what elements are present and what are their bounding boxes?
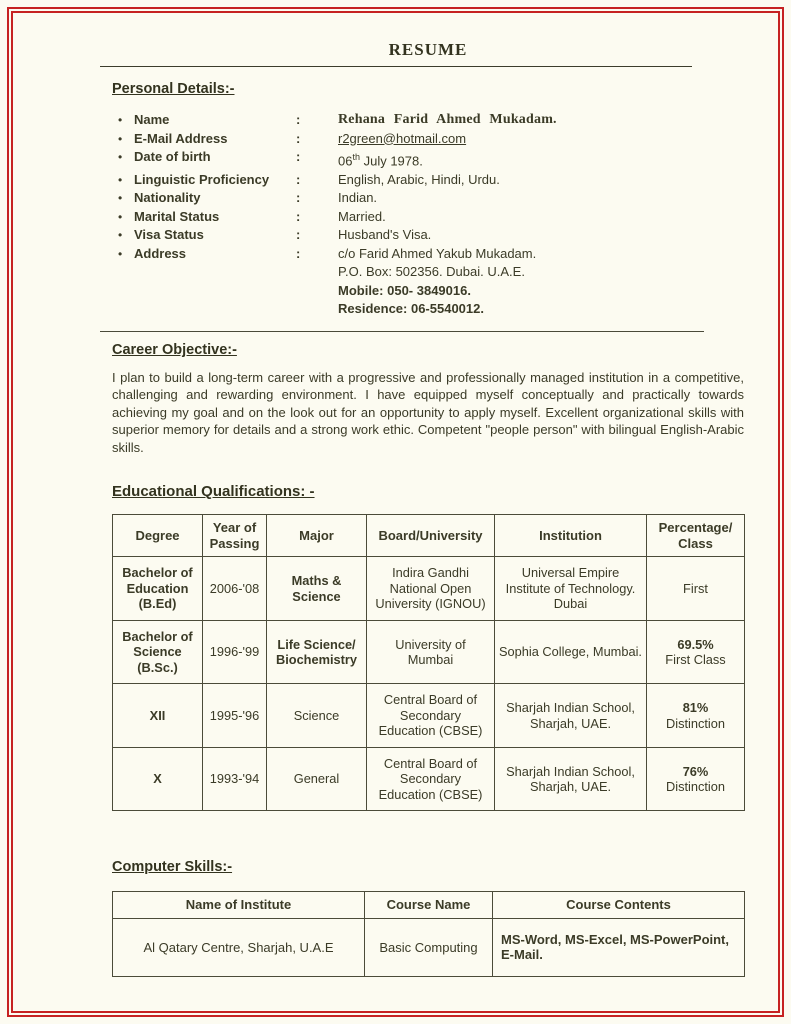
edu-cell-major: Maths & Science [267, 557, 367, 621]
edu-cell-grade [647, 557, 745, 621]
pd-row-marital [112, 210, 744, 224]
pd-value-visa: Husband's Visa. [338, 227, 432, 243]
edu-row-xii [113, 684, 745, 748]
pd-label-linguistic: Linguistic Proficiency [134, 171, 270, 187]
pd-label-name: Name [134, 112, 170, 127]
pd-colon: : [296, 171, 301, 187]
pd-label-visa: Visa Status [134, 227, 204, 243]
pd-label-dob: Date of birth [134, 149, 211, 164]
grade-class: First Class [665, 652, 726, 668]
edu-cell-board: Indira Gandhi National Open University (IGNOU) [367, 557, 495, 621]
education-table [112, 514, 745, 811]
dob-rest: July 1978. [359, 153, 423, 169]
edu-cell-institution: Sharjah Indian School, Sharjah, UAE. [495, 747, 647, 811]
pd-colon: : [296, 245, 301, 261]
edu-cell-grade [647, 620, 745, 684]
pd-value-linguistic: English, Arabic, Hindi, Urdu. [338, 171, 500, 187]
edu-cell-institution: Sophia College, Mumbai. [495, 620, 647, 684]
edu-header-degree: Degree [113, 515, 203, 557]
career-objective-text: I plan to build a long-term career with a progressive and professionally managed institution in a competitive, challenging and rewarding environment. I have equipped myself conceptually and practically towards achieving my goal and on the look out for an opportunity to apply myself. Excellent organizational skills with superior memory for details and a strong work ethic. Competent "people person" with bilingual English-Arabic skills. [112, 369, 744, 455]
resume-content [112, 40, 744, 977]
address-mobile: Mobile: 050- 3849016. [338, 282, 471, 298]
edu-cell-board: University of Mumbai [367, 620, 495, 684]
grade-percent: 69.5% [677, 636, 714, 652]
page-title: RESUME [388, 40, 468, 59]
computer-skills-heading: Computer Skills:- [112, 859, 233, 876]
pd-colon: : [296, 112, 301, 127]
edu-header-board: Board/University [367, 515, 495, 557]
edu-cell-institution: Sharjah Indian School, Sharjah, UAE. [495, 684, 647, 748]
cs-header-institute: Name of Institute [113, 892, 365, 919]
cs-header-row [113, 892, 745, 919]
cs-row [113, 918, 745, 976]
bullet-icon: • [118, 228, 123, 243]
edu-cell-grade [647, 684, 745, 748]
address-line-1: c/o Farid Ahmed Yakub Mukadam. [338, 245, 537, 261]
edu-header-year: Year of Passing [203, 515, 267, 557]
edu-cell-grade [647, 747, 745, 811]
pd-label-email: E-Mail Address [134, 130, 228, 146]
edu-header-major: Major [267, 515, 367, 557]
career-objective-heading: Career Objective:- [112, 341, 237, 358]
pd-value-nationality: Indian. [338, 190, 378, 206]
grade-class: Distinction [665, 779, 726, 795]
section-divider [100, 331, 704, 332]
grade-class: First [683, 580, 708, 596]
cs-header-contents: Course Contents [493, 892, 745, 919]
pd-row-name [112, 113, 744, 127]
bullet-icon: • [118, 191, 123, 206]
pd-value-dob [338, 150, 744, 168]
grade-percent: 81% [682, 700, 709, 716]
pd-row-email [112, 132, 744, 146]
bullet-icon: • [118, 113, 123, 127]
edu-cell-year: 1995-'96 [203, 684, 267, 748]
grade-class: Distinction [665, 715, 726, 731]
title-rule [100, 66, 692, 67]
edu-cell-board: Central Board of Secondary Education (CBSE) [367, 684, 495, 748]
pd-label-marital: Marital Status [134, 208, 220, 224]
email-link[interactable]: r2green@hotmail.com [338, 130, 467, 146]
cs-cell-course: Basic Computing [365, 918, 493, 976]
dob-ordinal: th [352, 152, 360, 162]
bullet-icon: • [118, 246, 123, 261]
pd-label-address: Address [134, 245, 187, 261]
edu-cell-major: Science [267, 684, 367, 748]
edu-cell-major: General [267, 747, 367, 811]
pd-row-linguistic [112, 173, 744, 187]
pd-row-visa [112, 228, 744, 242]
pd-value-marital: Married. [338, 208, 386, 224]
bullet-icon: • [118, 209, 123, 224]
education-heading: Educational Qualifications: - [112, 483, 315, 501]
edu-cell-major: Life Science/ Biochemistry [267, 620, 367, 684]
bullet-icon: • [118, 150, 123, 164]
edu-row-x [113, 747, 745, 811]
edu-header-percentage: Percentage/ Class [647, 515, 745, 557]
cs-header-course: Course Name [365, 892, 493, 919]
pd-colon: : [296, 227, 301, 243]
edu-row-bed [113, 557, 745, 621]
edu-cell-year: 2006-'08 [203, 557, 267, 621]
edu-header-institution: Institution [495, 515, 647, 557]
edu-header-row [113, 515, 745, 557]
pd-colon: : [296, 208, 301, 224]
pd-row-address [112, 247, 744, 321]
pd-colon: : [296, 149, 301, 164]
edu-cell-degree: Bachelor of Education (B.Ed) [113, 557, 203, 621]
pd-row-dob [112, 150, 744, 168]
edu-cell-degree: XII [113, 684, 203, 748]
dob-day: 06 [338, 153, 353, 169]
cs-cell-institute: Al Qatary Centre, Sharjah, U.A.E [113, 918, 365, 976]
computer-skills-table [112, 891, 745, 977]
address-line-2: P.O. Box: 502356. Dubai. U.A.E. [338, 264, 525, 280]
personal-details-heading: Personal Details:- [112, 81, 235, 97]
edu-cell-board: Central Board of Secondary Education (CBSE) [367, 747, 495, 811]
edu-cell-degree: Bachelor of Science (B.Sc.) [113, 620, 203, 684]
edu-cell-institution: Universal Empire Institute of Technology. Dubai [495, 557, 647, 621]
pd-row-nationality [112, 191, 744, 205]
bullet-icon: • [118, 131, 123, 146]
edu-cell-year: 1993-'94 [203, 747, 267, 811]
pd-label-nationality: Nationality [134, 190, 201, 206]
edu-cell-degree: X [113, 747, 203, 811]
address-residence: Residence: 06-5540012. [338, 301, 484, 317]
pd-value-address [338, 247, 744, 321]
bullet-icon: • [118, 172, 123, 187]
edu-row-bsc [113, 620, 745, 684]
pd-value-name: Rehana Farid Ahmed Mukadam. [338, 112, 557, 127]
cs-cell-contents: MS-Word, MS-Excel, MS-PowerPoint, E-Mail. [493, 918, 745, 976]
edu-cell-year: 1996-'99 [203, 620, 267, 684]
personal-details-list [112, 113, 744, 321]
pd-colon: : [296, 190, 301, 206]
grade-percent: 76% [682, 763, 709, 779]
pd-colon: : [296, 130, 301, 146]
